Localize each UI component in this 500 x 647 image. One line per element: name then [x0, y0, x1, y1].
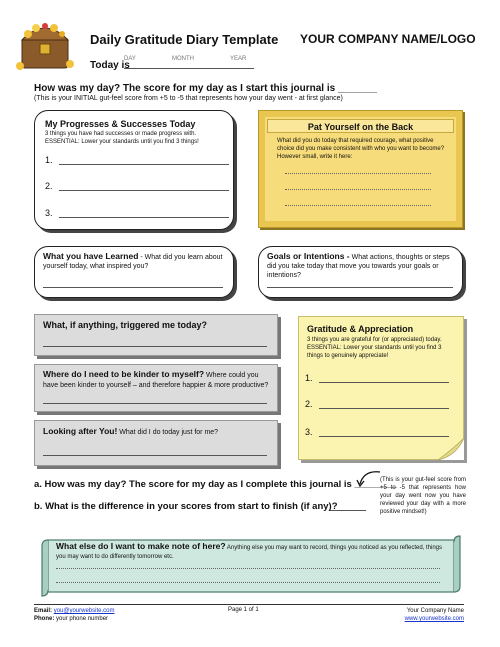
footer-rule: [34, 604, 464, 605]
progress-title: My Progresses & Successes Today: [45, 119, 196, 129]
footer-contact: [34, 607, 114, 623]
year-label: YEAR: [230, 56, 247, 62]
score-start-question: How was my day? The score for my day as I start this journal is _______: [34, 83, 377, 94]
kinder-text: [43, 369, 275, 391]
pat-line-1[interactable]: [285, 173, 431, 174]
pat-title: Pat Yourself on the Back: [307, 122, 414, 132]
company-logo-text: YOUR COMPANY NAME/LOGO: [300, 32, 476, 46]
progress-desc: 3 things you have had successes or made progress with. ESSENTIAL: Lower your standards until you find 3 things!: [45, 131, 199, 145]
looking-line[interactable]: [43, 455, 267, 456]
kinder-box: [34, 364, 278, 412]
company-name: Your Company Name: [406, 608, 464, 614]
learned-title: What you have Learned: [43, 251, 139, 261]
score-difference-line[interactable]: [330, 510, 366, 511]
goals-box: [258, 246, 463, 298]
progress-item-1[interactable]: 1.: [45, 155, 229, 165]
pat-desc: What did you do today that required courage, what positive choice did you make consistent with who you want to become? However small, write it here:: [277, 138, 445, 160]
page-title: Daily Gratitude Diary Template: [90, 32, 279, 47]
triggered-line[interactable]: [43, 346, 267, 347]
email-link[interactable]: you@yourwebsite.com: [53, 608, 115, 614]
goals-desc: What actions, thoughts or steps did you take today that move you towards your goals or intentions?: [267, 254, 450, 279]
learned-desc: - What did you learn about yourself today, what inspired you?: [43, 254, 223, 270]
website-link[interactable]: www.yourwebsite.com: [404, 616, 464, 622]
learned-text: [43, 252, 231, 271]
note-line-2[interactable]: [56, 582, 440, 583]
progress-item-3[interactable]: 3.: [45, 208, 229, 218]
progress-box: [34, 110, 234, 230]
note-title: What else do I want to make note of here?: [56, 541, 226, 551]
email-label: Email:: [34, 608, 53, 614]
note-text: [56, 542, 452, 562]
phone-value: your phone number: [56, 616, 109, 622]
curved-arrow-icon: [356, 468, 382, 488]
note-desc: Anything else you may want to record, things you noticed as you reflected, things you may want to do differently tomorrow etc.: [56, 545, 443, 560]
learned-box: [34, 246, 234, 298]
treasure-chest-icon: [14, 14, 76, 74]
goals-title: Goals or Intentions -: [267, 251, 350, 261]
goals-line[interactable]: [267, 287, 453, 288]
gratitude-title: Gratitude & Appreciation: [307, 324, 414, 334]
looking-title: Looking after You!: [43, 426, 118, 436]
triggered-title: What, if anything, triggered me today?: [43, 320, 208, 330]
score-end-note: (This is your gut-feel score from +5 to -5 that represents how your day went now you have reviewed your day with a more positive mindset!): [380, 477, 466, 515]
learned-line[interactable]: [43, 287, 223, 288]
footer-company: [380, 607, 464, 623]
gratitude-item-3[interactable]: 3.: [305, 427, 449, 437]
score-difference-question: b. What is the difference in your scores from start to finish (if any)?: [34, 501, 338, 512]
progress-item-2[interactable]: 2.: [45, 181, 229, 191]
kinder-line[interactable]: [43, 403, 267, 404]
pat-line-3[interactable]: [285, 205, 431, 206]
gratitude-box: [298, 316, 464, 460]
goals-text: [267, 252, 459, 280]
gratitude-item-2[interactable]: 2.: [305, 399, 449, 409]
page-curl-icon: [438, 438, 464, 460]
note-scroll: [40, 534, 466, 598]
kinder-title: Where do I need to be kinder to myself?: [43, 369, 205, 379]
score-start-note: (This is your INITIAL gut-feel score from +5 to -5 that represents how your day went - at first glance): [34, 95, 343, 102]
score-end-question: a. How was my day? The score for my day as I complete this journal is ________: [34, 479, 397, 490]
month-label: MONTH: [172, 56, 194, 62]
pat-box: [258, 110, 463, 228]
triggered-box: [34, 314, 278, 356]
gratitude-desc: 3 things you are grateful for (or appreciated) today. ESSENTIAL: Lower your standards until you find 3 things to genuinely appreciate!: [307, 337, 442, 359]
looking-text: [43, 426, 275, 436]
day-label: DAY: [124, 56, 136, 62]
looking-box: [34, 420, 278, 466]
kinder-desc: Where could you have been kinder to yourself – and therefore happier & more productive?: [43, 372, 269, 389]
note-line-1[interactable]: [56, 568, 440, 569]
phone-label: Phone:: [34, 616, 55, 622]
pat-line-2[interactable]: [285, 189, 431, 190]
today-is-label: Today is: [90, 60, 130, 71]
looking-desc: What did I do today just for me?: [117, 429, 219, 436]
gratitude-item-1[interactable]: 1.: [305, 373, 449, 383]
page-number: Page 1 of 1: [228, 607, 259, 613]
